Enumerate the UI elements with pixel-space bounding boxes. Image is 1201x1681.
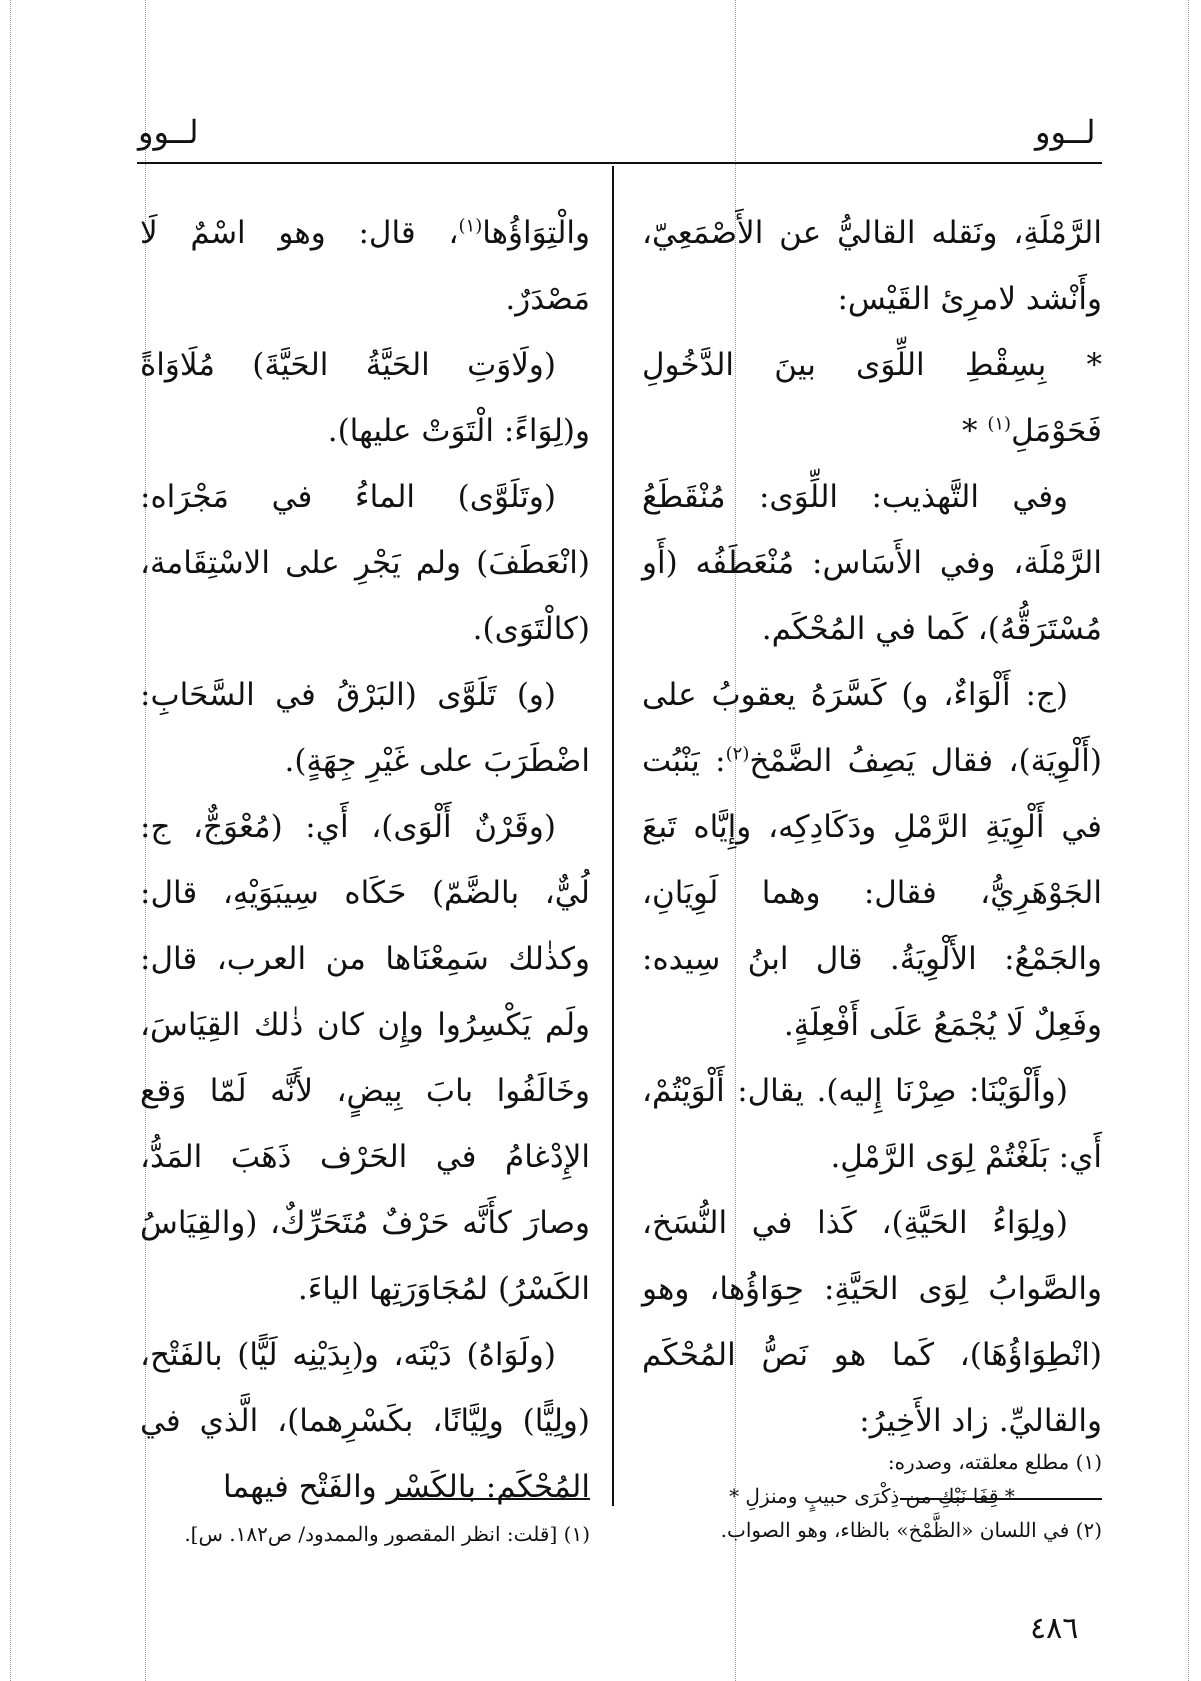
footnote-mark: (٢) (725, 743, 750, 765)
scan-guide-line (1188, 0, 1189, 1681)
paragraph: والْتِوَاؤُها$^{(١)}$، قال: وهو اسْمٌ لَا مَصْدَرٌ. (140, 215, 590, 317)
paragraph: وفي التَّهذيب: اللِّوَى: مُنْقَطَعُ الرَّمْلَة، وفي الأَسَاس: مُنْعَطَفُه (أَو مُسْتَرَقُّهُ)، كَما في المُحْكَم. (642, 479, 1102, 647)
footnote: (١) [قلت: انظر المقصور والممدود/ ص١٨٢. س]. (184, 1522, 590, 1546)
paragraph: (ولَوَاهُ) دَيْنَه، و(بِدَيْنِه لَيًّا) بالفَتْح، (ولِيًّا) ولِيَّانًا، بكَسْرِهما)، الَّذي في المُحْكَم: بالكَسْر والفَتْح فيهما (140, 1337, 590, 1505)
right-column (642, 200, 1102, 1454)
running-header-right: لــوو (1035, 113, 1096, 151)
footnote-verse: * قِفَا نَبْكِ من ذِكْرَى حبيبٍ ومنزلِ * (729, 1484, 1015, 1508)
header-rule (137, 162, 1102, 164)
scan-guide-line (10, 0, 11, 1681)
footnote: (٢) في اللسان «الظَّمْخ» بالظاء، وهو الصواب. (720, 1518, 1102, 1542)
paragraph: (ولَاوَتِ الحَيَّةُ الحَيَّةَ) مُلَاوَاةً و(لِوَاءً: الْتَوَتْ عليها). (140, 347, 590, 449)
paragraph: (و) تَلَوَّى (البَرْقُ في السَّحَابِ: اضْطَرَبَ على غَيْرِ جِهَةٍ). (140, 677, 590, 779)
paragraph: (ولِوَاءُ الحَيَّةِ)، كَذا في النُّسَخ، والصَّوابُ لِوَى الحَيَّةِ: حِوَاؤُها، وهو (انْطِوَاؤُهَا)، كَما هو نَصُّ المُحْكَم والقاليِّ. زاد الأَخِيرُ: (642, 1205, 1102, 1439)
page-number: ٤٨٦ (1030, 1611, 1079, 1646)
paragraph: الرَّمْلَةِ، ونَقله القاليُّ عن الأَصْمَعِيّ، وأَنْشد لامرِئ القَيْس: (642, 215, 1102, 317)
footnotes-left (140, 1517, 590, 1551)
footnote-mark: (١) (458, 215, 483, 237)
paragraph: (ج: أَلْوَاءٌ، و) كَسَّرَهُ يعقوبُ على (أَلْوِيَة)، فقال يَصِفُ الضَّمْخ$^{(٢)}$: يَنْبُت في أَلْوِيَةِ الرَّمْلِ ودَكَادِكِه، وإِيَّاه تَبعَ الجَوْهَرِيُّ، فقال: وهما لَوِيَانِ، والجَمْعُ: الأَلْوِيَةُ. قال ابنُ سِيده: وفَعِلٌ لَا يُجْمَعُ عَلَى أَفْعِلَةٍ. (642, 677, 1102, 1043)
paragraph: (وأَلْوَيْنَا: صِرْنَا إِليه). يقال: أَلْوَيْتُمْ، أَي: بَلَغْتُمْ لِوَى الرَّمْلِ. (642, 1073, 1102, 1175)
column-divider (612, 166, 614, 1506)
left-column (140, 200, 590, 1520)
footnotes-right (642, 1445, 1102, 1547)
footnote-mark: (١) (987, 413, 1012, 435)
footnote-rule-left (398, 1498, 590, 1500)
running-header-left: لــوو (138, 113, 199, 151)
paragraph: (وتَلَوَّى) الماءُ في مَجْرَاه: (انْعَطَفَ) ولم يَجْرِ على الاسْتِقَامة، (كالْتَوَى). (140, 479, 590, 647)
verse-line: * بِسِقْطِ اللِّوَى بينَ الدَّخُولِ فَحَوْمَلِ$^{(١)}$ * (642, 347, 1102, 449)
paragraph: (وقَرْنٌ أَلْوَى)، أَي: (مُعْوَجٌّ، ج: لُيٌّ، بالضَّمّ) حَكَاه سِيبَوَيْهِ، قال: وكذٰلك سَمِعْنَاها من العرب، قال: ولَم يَكْسِرُوا وإِن كان ذٰلك القِيَاسَ، وخَالَفُوا بابَ بِيضٍ، لأَنَّه لَمّا وَقع الإِدْغامُ في الحَرْف ذَهَبَ المَدُّ، وصارَ كأَنَّه حَرْفٌ مُتَحَرِّكٌ، (والقِيَاسُ الكَسْرُ) لمُجَاوَرَتِها الياءَ. (140, 809, 590, 1307)
footnote: (١) مطلع معلقته، وصدره: (887, 1450, 1102, 1474)
